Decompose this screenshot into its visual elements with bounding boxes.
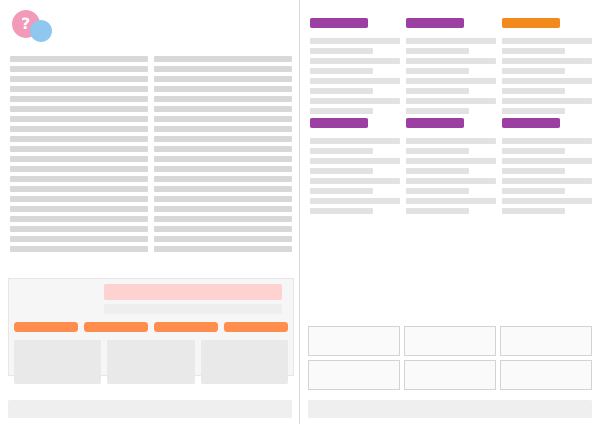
logo bbox=[8, 6, 94, 52]
category-tag bbox=[310, 118, 368, 128]
directory-column-a bbox=[310, 18, 400, 308]
category-tag bbox=[310, 18, 368, 28]
category-tag bbox=[406, 18, 464, 28]
question-icon: ? bbox=[21, 14, 31, 33]
directory-column-b bbox=[406, 18, 496, 308]
banner-tab bbox=[154, 322, 218, 332]
article-column-left bbox=[10, 56, 148, 232]
banner-list bbox=[14, 340, 288, 384]
banner-tabs bbox=[14, 322, 288, 332]
article-column-right bbox=[154, 56, 292, 232]
left-footer bbox=[8, 400, 292, 418]
banner-tab bbox=[224, 322, 288, 332]
category-tag bbox=[502, 118, 560, 128]
banner-tab bbox=[14, 322, 78, 332]
right-page bbox=[300, 0, 600, 424]
banner-subtitle bbox=[104, 304, 282, 314]
category-tag bbox=[406, 118, 464, 128]
category-tag bbox=[502, 18, 560, 28]
banner-tab bbox=[84, 322, 148, 332]
banner-title bbox=[104, 284, 282, 300]
logo-bubble-blue bbox=[30, 20, 52, 42]
right-footer bbox=[308, 400, 592, 418]
directory-column-c bbox=[502, 18, 592, 308]
contact-grid bbox=[308, 326, 592, 390]
